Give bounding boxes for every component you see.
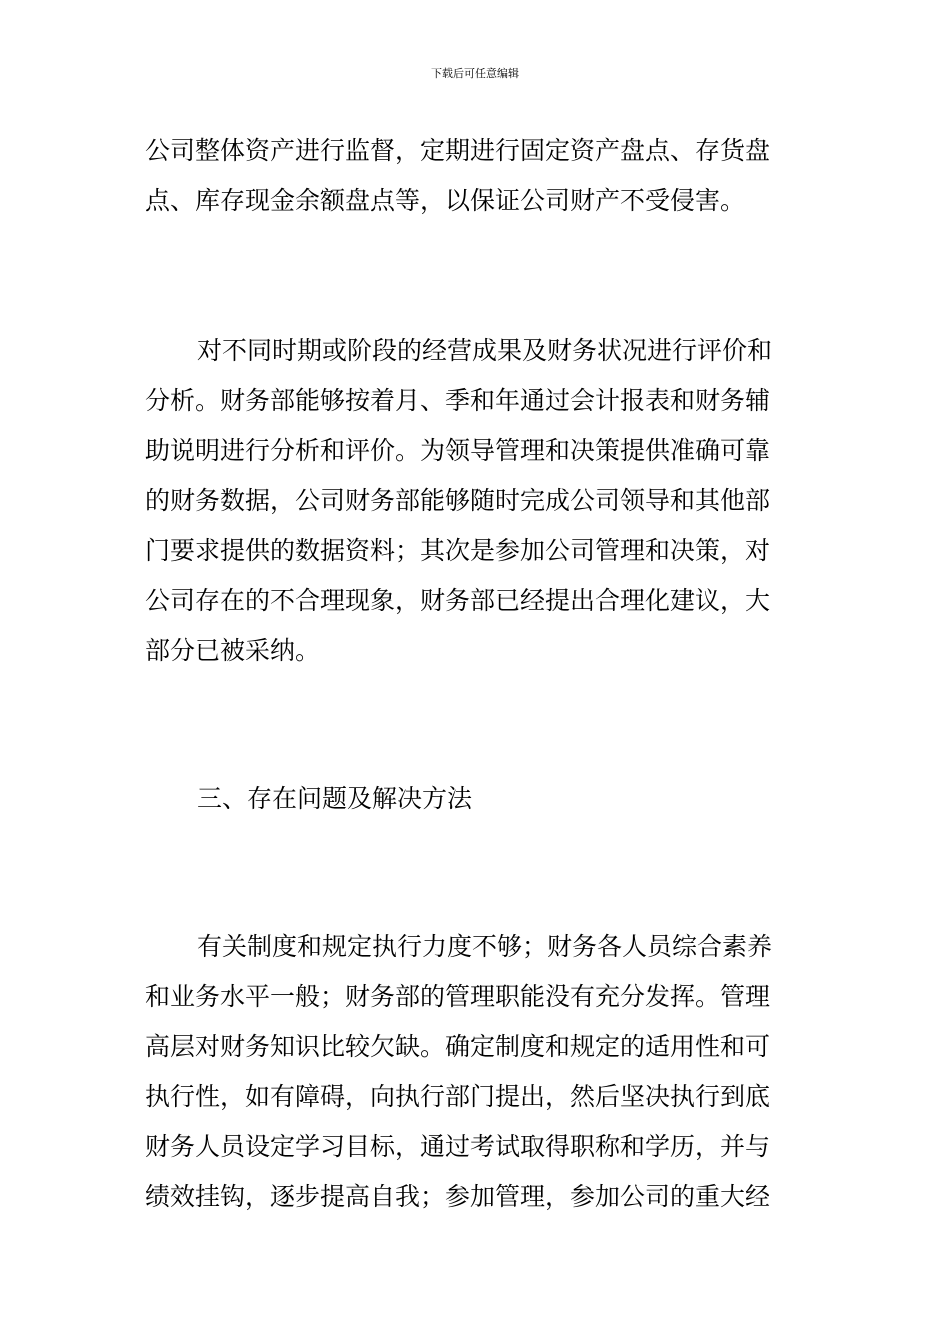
text-line: 有关制度和规定执行力度不够；财务各人员综合素养	[197, 932, 773, 961]
paragraph-problems	[145, 922, 810, 1222]
text-line: 部分已被采纳。	[145, 636, 321, 665]
text-line: 财务人员设定学习目标，通过考试取得职称和学历，并与	[145, 1132, 771, 1161]
text-line: 和业务水平一般；财务部的管理职能没有充分发挥。管理	[145, 982, 771, 1011]
text-line: 绩效挂钩，逐步提高自我；参加管理，参加公司的重大经	[145, 1182, 771, 1211]
text-line: 执行性，如有障碍，向执行部门提出，然后坚决执行到底	[145, 1082, 771, 1111]
text-line: 点、库存现金余额盘点等，以保证公司财产不受侵害。	[145, 186, 746, 215]
text-line: 公司整体资产进行监督，定期进行固定资产盘点、存货盘	[145, 136, 771, 165]
section-heading-problems-solutions	[145, 774, 810, 824]
text-line: 公司存在的不合理现象，财务部已经提出合理化建议，大	[145, 586, 771, 615]
paragraph-asset-supervision	[145, 126, 810, 226]
text-line: 助说明进行分析和评价。为领导管理和决策提供准确可靠	[145, 436, 771, 465]
paragraph-evaluation-analysis	[145, 326, 810, 676]
page-header: 下载后可任意编辑	[431, 67, 519, 80]
section-heading-text: 三、存在问题及解决方法	[197, 784, 473, 813]
text-line: 高层对财务知识比较欠缺。确定制度和规定的适用性和可	[145, 1032, 771, 1061]
text-line: 分析。财务部能够按着月、季和年通过会计报表和财务辅	[145, 386, 771, 415]
text-line: 对不同时期或阶段的经营成果及财务状况进行评价和	[197, 336, 773, 365]
text-line: 的财务数据，公司财务部能够随时完成公司领导和其他部	[145, 486, 771, 515]
text-line: 门要求提供的数据资料；其次是参加公司管理和决策，对	[145, 536, 771, 565]
